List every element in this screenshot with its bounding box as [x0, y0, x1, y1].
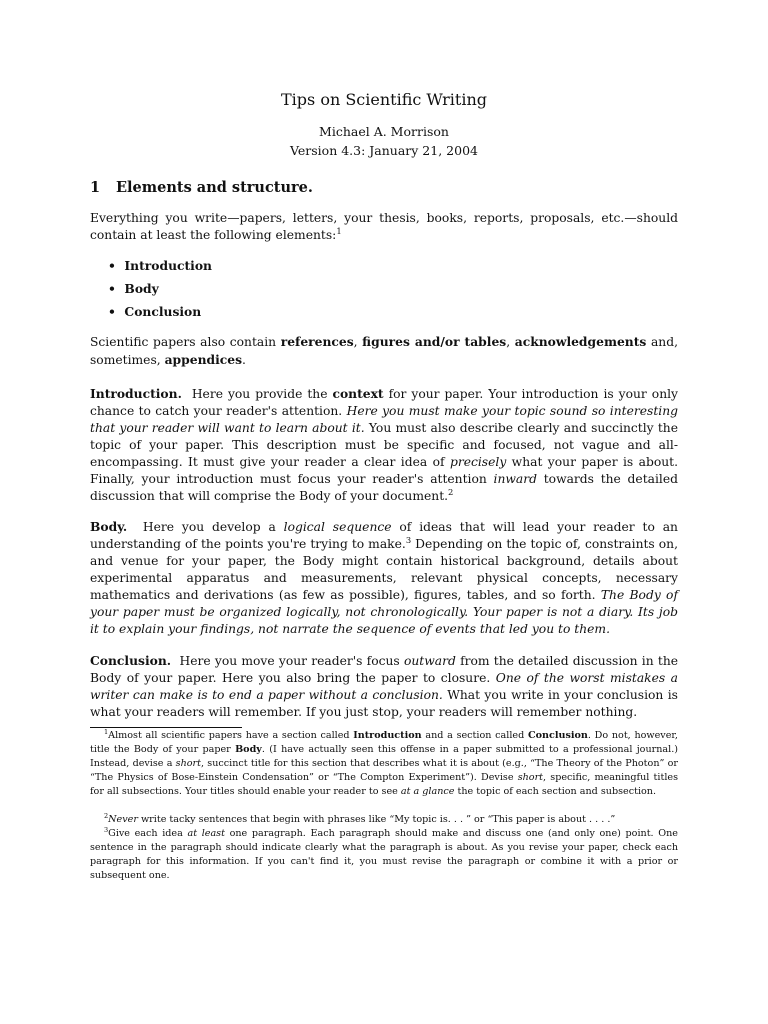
footnote-3: $^3$Give each idea at least one paragraph. Each paragraph should make and discuss one (and only one) point. One sentence in the paragraph should indicate clearly what the paragraph is about. As you revise your paper, check each paragraph for this information. If you can't find it, you must revise the paragraph or combine it with a prior or subsequent one. [90, 825, 678, 881]
author-name: Michael A. Morrison [319, 124, 449, 139]
also-contain-paragraph: Scientific papers also contain references, figures and/or tables, acknowledgements and, sometimes, appendices. [90, 334, 678, 367]
footnote-mark: 2 [448, 486, 454, 497]
version-line: Version 4.3: January 21, 2004 [290, 143, 478, 158]
footnote-mark: 1 [336, 225, 342, 236]
list-item: • Body [108, 281, 159, 296]
paragraph-heading: Conclusion. [90, 653, 172, 668]
paragraph-text: Everything you write—papers, letters, your thesis, books, reports, proposals, etc.—should contain at least the following elements: [90, 211, 678, 242]
list-item: • Conclusion [108, 304, 202, 319]
footnote-2: $^2$Never write tacky sentences that begin with phrases like “My topic is. . . ” or “This paper is about . . . .” [104, 811, 616, 825]
section-number: 1 [90, 179, 101, 196]
section-title: Elements and structure. [116, 179, 313, 196]
intro-paragraph [90, 210, 678, 244]
paragraph-heading: Introduction. [90, 386, 182, 401]
body-paragraph: Body. Here you develop a logical sequence of ideas that will lead your reader to an understanding of the points you're trying to make.$^3$ Depending on the topic of, constraints on, and venue for your paper, the Body might contain historical background, details about experimental apparatus and measurements, relevant physical concepts, necessary mathematics and derivations (as few as possible), figures, tables, and so forth. The Body of your paper must be organized logically, not chronologically. Your paper is not a diary. Its job it to explain your findings, not narrate the sequence of events that led you to them. [90, 519, 678, 636]
paper-title: Tips on Scientific Writing [280, 90, 487, 109]
conclusion-paragraph: Conclusion. Here you move your reader's focus outward from the detailed discussion in the Body of your paper. Here you also bring the paper to closure. One of the worst mistakes a writer can make is to end a paper without a conclusion. What you write in your conclusion is what your readers will remember. If you just stop, your readers will remember nothing. [90, 653, 679, 719]
elements-list [108, 257, 212, 326]
footnote-rule [90, 727, 242, 728]
footnote-1: $^1$Almost all scientific papers have a section called Introduction and a section called Conclusion. Do not, however, title the Body of your paper Body. (I have actually seen this offense in a paper submitted to a professional journal.) Instead, devise a short, succinct title for this section that describes what it is about (e.g., “The Theory of the Photon” or “The Physics of Bose-Einstein Condensation” or “The Compton Experiment”). Devise short, specific, meaningful titles for all subsections. Your titles should enable your reader to see at a glance the topic of each section and subsection. [90, 727, 678, 797]
footnote-mark: 3 [405, 534, 412, 545]
section-heading [90, 179, 313, 196]
paragraph-heading: Body. [90, 519, 128, 534]
list-item: • Introduction [108, 258, 212, 273]
introduction-paragraph: Introduction. Here you provide the context for your paper. Your introduction is your only chance to catch your reader's attention. Here you must make your topic sound so interesting that your reader will want to learn about it. You must also describe clearly and succinctly the topic of your paper. This description must be specific and focused, not vague and all-encompassing. It must give your reader a clear idea of precisely what your paper is about. Finally, your introduction must focus your reader's attention inward towards the detailed discussion that will comprise the Body of your document.$^2$ [90, 386, 679, 503]
